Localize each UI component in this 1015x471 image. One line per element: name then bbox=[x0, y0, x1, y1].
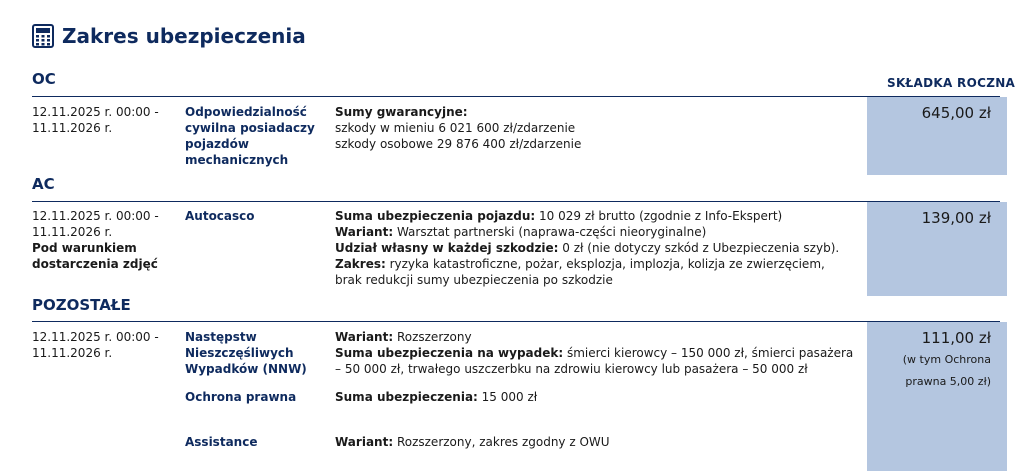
calculator-icon bbox=[32, 24, 54, 48]
premium-note-line-2: prawna 5,00 zł) bbox=[905, 375, 991, 388]
premium-note-line-1: (w tym Ochrona bbox=[902, 353, 991, 366]
nnw-variant-value: Rozszerzony bbox=[393, 330, 472, 344]
premium-ac: 139,00 zł bbox=[921, 209, 991, 227]
section-divider-other bbox=[32, 321, 1000, 322]
product-ac: Autocasco bbox=[185, 209, 255, 223]
deductible-label: Udział własny w każdej szkodzie: bbox=[335, 241, 559, 255]
details-nnw bbox=[335, 329, 855, 377]
product-assistance: Assistance bbox=[185, 435, 258, 449]
section-title-other: POZOSTAŁE bbox=[32, 296, 131, 314]
assistance-variant-value: Rozszerzony, zakres zgodny z OWU bbox=[393, 435, 610, 449]
section-divider-oc bbox=[32, 96, 1000, 97]
variant-label: Wariant: bbox=[335, 225, 394, 239]
condition-ac: Pod warunkiem dostarczenia zdjęć bbox=[32, 241, 158, 271]
premium-cell-oc bbox=[867, 97, 1007, 175]
nnw-variant-label: Wariant: bbox=[335, 330, 394, 344]
period-ac: 12.11.2025 r. 00:00 - 11.11.2026 r. bbox=[32, 209, 159, 239]
page-title: Zakres ubezpieczenia bbox=[62, 24, 306, 48]
vehicle-sum-label: Suma ubezpieczenia pojazdu: bbox=[335, 209, 536, 223]
assistance-variant-label: Wariant: bbox=[335, 435, 394, 449]
vehicle-sum-value: 10 029 zł brutto (zgodnie z Info-Ekspert) bbox=[535, 209, 783, 223]
section-divider-ac bbox=[32, 201, 1000, 202]
details-assistance bbox=[335, 434, 855, 450]
period-oc: 12.11.2025 r. 00:00 - 11.11.2026 r. bbox=[32, 105, 159, 135]
nnw-sum-value: śmierci kierowcy – 150 000 zł, śmierci pasażera – 50 000 zł, trwałego uszczerbku na zdrowiu kierowcy lub pasażera – 50 000 zł bbox=[335, 346, 854, 376]
product-nnw: Następstw Nieszczęśliwych Wypadków (NNW) bbox=[185, 330, 307, 376]
details-legal bbox=[335, 389, 855, 405]
period-other: 12.11.2025 r. 00:00 - 11.11.2026 r. bbox=[32, 330, 159, 360]
scope-label: Zakres: bbox=[335, 257, 386, 271]
property-damage-sum: szkody w mieniu 6 021 600 zł/zdarzenie bbox=[335, 121, 576, 135]
section-title-oc: OC bbox=[32, 70, 56, 88]
details-ac bbox=[335, 208, 855, 288]
sums-label: Sumy gwarancyjne: bbox=[335, 105, 468, 119]
premium-oc: 645,00 zł bbox=[921, 104, 991, 122]
variant-value: Warsztat partnerski (naprawa-części nieoryginalne) bbox=[393, 225, 707, 239]
scope-value: ryzyka katastroficzne, pożar, eksplozja, implozja, kolizja ze zwierzęciem, brak redukcji sumy ubezpieczenia po szkodzie bbox=[335, 257, 825, 287]
product-oc: Odpowiedzialność cywilna posiadaczy pojazdów mechanicznych bbox=[185, 105, 315, 167]
details-oc bbox=[335, 104, 855, 152]
page-header bbox=[32, 22, 306, 50]
legal-sum-value: 15 000 zł bbox=[477, 390, 538, 404]
premium-cell-other bbox=[867, 322, 1007, 471]
personal-damage-sum: szkody osobowe 29 876 400 zł/zdarzenie bbox=[335, 137, 582, 151]
deductible-value: 0 zł (nie dotyczy szkód z Ubezpieczenia szyb). bbox=[558, 241, 840, 255]
section-title-ac: AC bbox=[32, 175, 55, 193]
premium-cell-ac bbox=[867, 202, 1007, 296]
premium-other: 111,00 zł bbox=[921, 329, 991, 347]
nnw-sum-label: Suma ubezpieczenia na wypadek: bbox=[335, 346, 564, 360]
legal-sum-label: Suma ubezpieczenia: bbox=[335, 390, 478, 404]
premium-column-header: SKŁADKA ROCZNA bbox=[887, 76, 1015, 90]
product-legal: Ochrona prawna bbox=[185, 390, 297, 404]
